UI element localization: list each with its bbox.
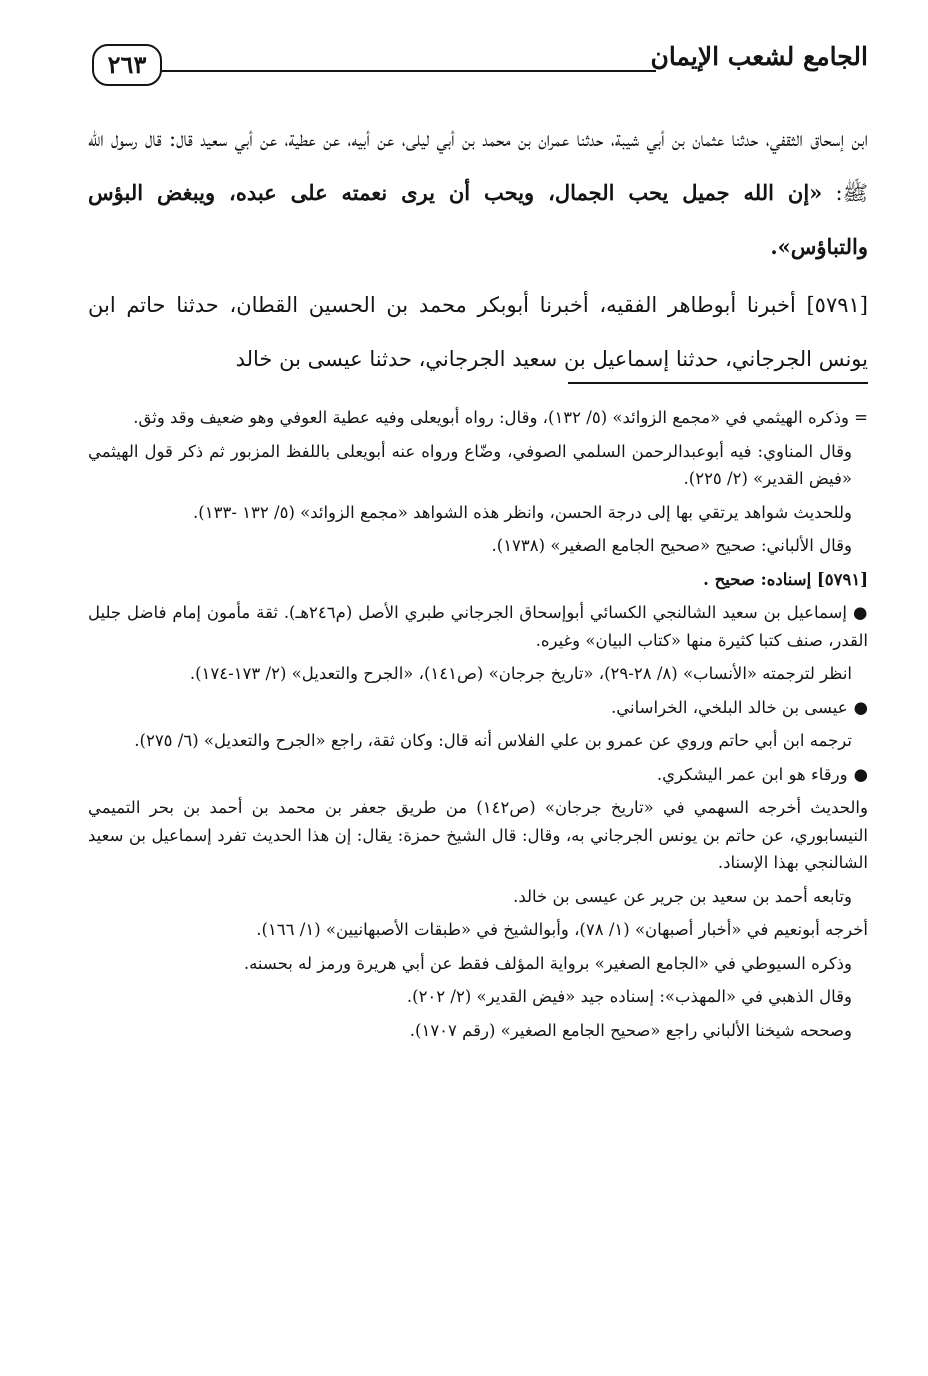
bullet-icon: ● (853, 697, 868, 717)
footnote-paragraph: انظر لترجمته «الأنساب» (٨/ ٢٨-٢٩)، «تاريخ جرجان» (ص١٤١)، «الجرح والتعديل» (٢/ ١٧٣-١٧٤). (189, 664, 852, 683)
footnote-rule (568, 382, 868, 384)
footnote-bullet-item (88, 761, 868, 789)
page-header (92, 38, 868, 98)
footnote-paragraph: وقال الذهبي في «المهذب»: إسناده جيد «فيض القدير» (٢/ ٢٠٢). (406, 987, 852, 1006)
footnote-paragraph: أخرجه أبونعيم في «أخبار أصبهان» (١/ ٧٨)، وأبوالشيخ في «طبقات الأصبهانيين» (١/ ١٦٦). (256, 920, 868, 939)
footnotes (88, 404, 868, 1050)
footnote-paragraph: ترجمه ابن أبي حاتم وروي عن عمرو بن علي الفلاس أنه قال: وكان ثقة، راجع «الجرح والتعديل» (٦/ ٢٧٥). (134, 731, 852, 750)
footnote-paragraph: وذكره السيوطي في «الجامع الصغير» برواية المؤلف فقط عن أبي هريرة ورمز له بحسنه. (243, 953, 852, 973)
footnote-paragraph: وللحديث شواهد يرتقي بها إلى درجة الحسن، وانظر هذه الشواهد «مجمع الزوائد» (٥/ ١٣٢ -١٣٣). (193, 502, 852, 522)
header-rule (162, 70, 656, 72)
bullet-icon: ● (853, 764, 868, 784)
book-title: الجامع لشعب الإيمان (650, 42, 868, 71)
footnote-paragraph: وتابعه أحمد بن سعيد بن جرير عن عيسى بن خالد. (513, 886, 852, 906)
isnad-text: ابن إسحاق الثقفي، حدثنا عثمان بن أبي شيبة، حدثنا عمران بن محمد بن أبي ليلى، عن أبيه، عن عطية، عن أبي سعيد قال: قال رسول الله ﷺ: (88, 127, 868, 205)
main-text (88, 112, 868, 386)
page-number: ٢٦٣ (92, 44, 162, 86)
footnote-heading: [٥٧٩١] إسناده: صحيح . (703, 569, 868, 589)
hadith-text: «إن الله جميل يحب الجمال، ويحب أن يرى نعمته على عبده، ويبغض البؤس والتباؤس». (88, 180, 868, 259)
footnote-bullet-item (88, 599, 868, 654)
bullet-text: ورقاء هو ابن عمر اليشكري. (656, 764, 848, 784)
main-paragraph: [٥٧٩١] أخبرنا أبوطاهر الفقيه، أخبرنا أبوبكر محمد بن الحسين القطان، حدثنا حاتم ابن يونس الجرجاني، حدثنا إسماعيل بن سعيد الجرجاني، حدثنا عيسى بن خالد (88, 293, 868, 371)
footnote-paragraph: والحديث أخرجه السهمي في «تاريخ جرجان» (ص١٤٢) من طريق جعفر بن محمد بن أحمد بن بحر التميمي النيسابوري، عن حاتم بن يونس الجرجاني به، وقال: قال الشيخ حمزة: يقال: إن هذا الحديث تفرد إسماعيل بن سعيد الشالنجي بهذا الإسناد. (88, 798, 868, 872)
bullet-text: عيسى بن خالد البلخي، الخراساني. (611, 697, 848, 717)
footnote-paragraph: وقال المناوي: فيه أبوعبدالرحمن السلمي الصوفي، وضّاع ورواه عنه أبويعلى باللفظ المزبور ثم ذكر قول الهيثمي «فيض القدير» (٢/ ٢٢٥). (88, 441, 852, 488)
main-paragraph (88, 112, 868, 274)
footnote-paragraph: وقال الألباني: صحيح «صحيح الجامع الصغير» (١٧٣٨). (491, 536, 852, 555)
footnote-bullet-item (88, 694, 868, 722)
footnote-paragraph: = وذكره الهيثمي في «مجمع الزوائد» (٥/ ١٣٢)، وقال: رواه أبويعلى وفيه عطية العوفي وهو ضعيف وقد وثق. (133, 408, 868, 427)
footnote-paragraph: وصححه شيخنا الألباني راجع «صحيح الجامع الصغير» (رقم ١٧٠٧). (409, 1020, 852, 1040)
bullet-icon: ● (852, 603, 868, 622)
bullet-text: إسماعيل بن سعيد الشالنجي الكسائي أبوإسحاق الجرجاني طبري الأصل (م٢٤٦هـ). ثقة مأمون إمام فاضل جليل القدر، صنف كتبا كثيرة منها «كتاب البيان» وغيره. (88, 603, 868, 650)
